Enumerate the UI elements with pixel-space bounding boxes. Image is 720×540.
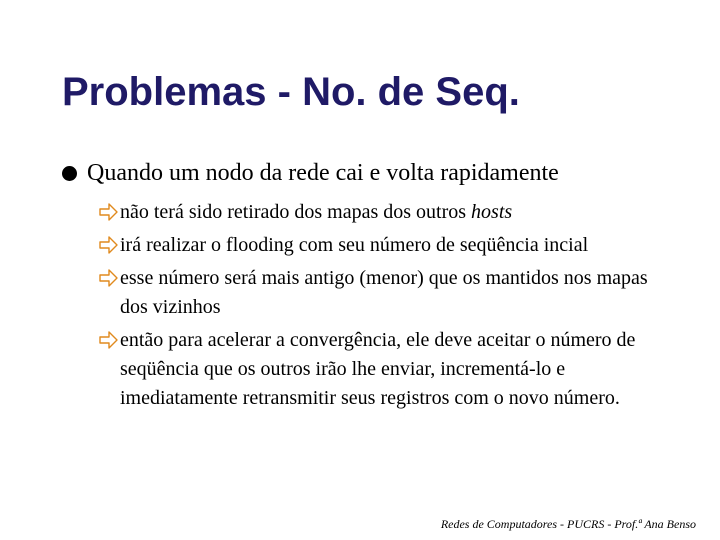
arrow-right-icon <box>98 231 120 259</box>
sub-bullet-item <box>98 264 678 322</box>
sub-bullet-item <box>98 198 678 227</box>
sub-bullet-item <box>98 326 678 413</box>
slide-title: Problemas - No. de Seq. <box>62 70 520 114</box>
sub-bullet-text: esse número será mais antigo (menor) que os mantidos nos mapas dos vizinhos <box>120 267 648 318</box>
bullet-dot-icon <box>62 166 77 181</box>
sub-bullet-text: irá realizar o flooding com seu número de seqüência incial <box>120 234 589 256</box>
main-bullet <box>62 156 682 190</box>
sub-bullet-item <box>98 231 678 260</box>
arrow-right-icon <box>98 198 120 226</box>
sub-bullet-text: não terá sido retirado dos mapas dos outros hosts <box>120 201 513 223</box>
arrow-right-icon <box>98 264 120 292</box>
sub-bullet-list <box>98 198 678 417</box>
sub-bullet-text: então para acelerar a convergência, ele deve aceitar o número de seqüência que os outros irão lhe enviar, incrementá-lo e imediatamente retransmitir seus registros com o novo número. <box>120 329 636 409</box>
main-bullet-text: Quando um nodo da rede cai e volta rapidamente <box>87 160 559 186</box>
slide-footer: Redes de Computadores - PUCRS - Prof.ª Ana Benso <box>440 517 696 531</box>
arrow-right-icon <box>98 326 120 354</box>
